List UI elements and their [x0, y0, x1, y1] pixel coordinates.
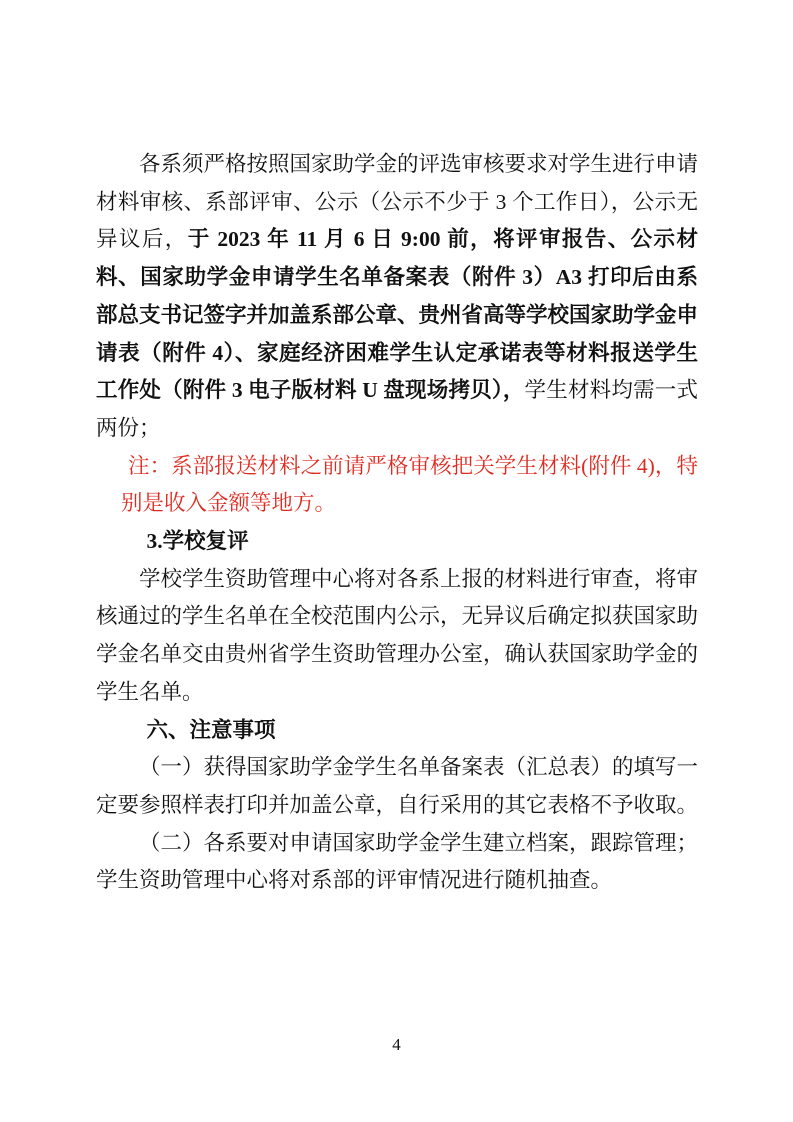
page-number: 4: [392, 1035, 401, 1054]
text-run-regular: 学校学生资助管理中心将对各系上报的材料进行审查，将审核通过的学生名单在全校范围内公示，无异议后确定拟获国家助学金名单交由贵州省学生资助管理办公室，确认获国家助学金的学生名单。: [96, 566, 699, 704]
text-run-regular: （一）获得国家助学金学生名单备案表（汇总表）的填写一定要参照样表打印并加盖公章，自行采用的其它表格不予收取。: [96, 755, 699, 817]
heading-notes: [96, 712, 698, 750]
document-body: [96, 146, 698, 900]
heading-school-re-evaluation: [96, 523, 698, 561]
text-run-bold: 六、注意事项: [146, 717, 276, 742]
text-run-bold: 于 2023 年 11 月 6 日 9:00 前，将评审报告、公示材料、国家助学金申请学生名单备案表（附件 3）A3 打印后由系部总支书记签字并加盖系部公章、贵州省高等学校国家助学金申请表（附件 4）、家庭经济困难学生认定承诺表等材料报送学生工作处（附件 3 电子版材料 U 盘现场拷贝），: [96, 227, 699, 403]
para-department-review-requirements: [96, 146, 698, 448]
para-red-note: [121, 448, 698, 523]
text-run-red: 注：系部报送材料之前请严格审核把关学生材料(附件 4)，特别是收入金额等地方。: [121, 453, 698, 516]
text-run-regular: （二）各系要对申请国家助学金学生建立档案，跟踪管理；学生资助管理中心将对系部的评审情况进行随机抽查。: [96, 830, 699, 893]
text-run-regular: 学生材料均需一式两份；: [96, 378, 698, 440]
text-run-regular: 各系须严格按照国家助学金的评选审核要求对学生进行申请材料审核、系部评审、公示（公示不少于 3 个工作日），公示无异议后，: [96, 152, 699, 252]
para-note-item-1: [96, 749, 698, 824]
text-run-bold: 3.学校复评: [146, 529, 249, 554]
page-footer: [0, 1035, 793, 1055]
para-note-item-2: [96, 825, 698, 900]
para-school-re-evaluation: [96, 561, 698, 712]
